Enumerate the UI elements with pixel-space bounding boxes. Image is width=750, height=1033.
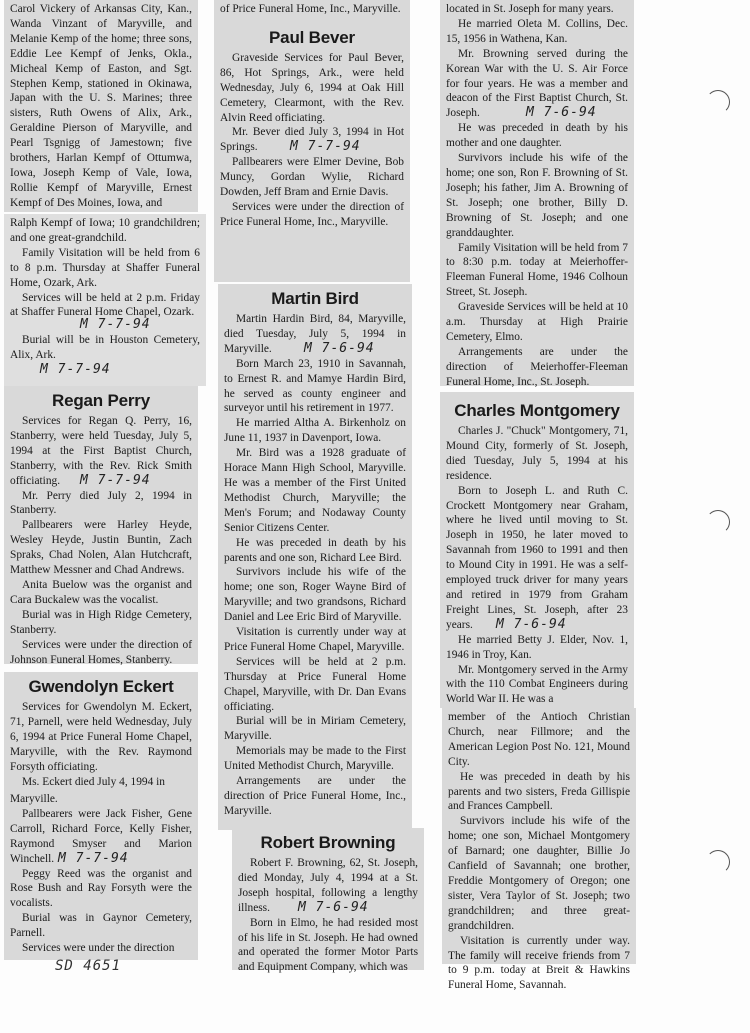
browning-heading: Robert Browning <box>260 833 396 852</box>
bever-death: Mr. Bever died July 3, 1994 in Hot Springs. <box>220 126 404 154</box>
kemp-services: Services will be held at 2 p.m. Friday at Shaffer Funeral Home Chapel, Ozark. <box>10 291 200 319</box>
perry-heading: Regan Perry <box>52 391 150 410</box>
perry-pallbearers: Pallbearers were Harley Heyde, Wesley Heyde, Justin Buntin, Zach Spraks, Chad Nolen, Alan Hutchcraft, Matthew Messner and Chad Andrews. <box>10 519 192 577</box>
browning-preceded: He was preceded in death by his mother and one daughter. <box>446 122 628 150</box>
montgomery-memberships: member of the Antioch Christian Church, near Fillmore; and the American Legion Post No. 121, Mound City. <box>448 711 630 768</box>
browning-marriage: He married Oleta M. Collins, Dec. 15, 1956 in Wathena, Kan. <box>446 17 628 45</box>
montgomery-visitation: Visitation is currently under way. The family will receive friends from 7 to 9 p.m. today at Breit & Hawkins Funeral Home, Savannah. <box>448 934 630 992</box>
perry-direction: Services were under the direction of Johnson Funeral Homes, Stanberry. <box>10 638 192 666</box>
clipping-kemp <box>4 0 198 212</box>
perry-death: Mr. Perry died July 2, 1994 in Stanberry. <box>10 489 192 517</box>
bever-direction: Services were under the direction of Price Funeral Home, Inc., Maryville. <box>220 200 404 228</box>
bird-services: Services will be held at 2 p.m. Thursday at Price Funeral Home Chapel, Maryville, with Dr. Dan Evans officiating. <box>224 655 406 713</box>
eckert-death-place: Maryville. <box>10 793 58 805</box>
montgomery-heading: Charles Montgomery <box>454 401 620 420</box>
montgomery-military: Mr. Montgomery served in the Army with the 110 Combat Engineers during World War II. He was a <box>446 663 628 706</box>
montgomery-date-mark: M 7-6-94 <box>496 616 567 632</box>
archive-number: SD 4651 <box>55 958 122 974</box>
perry-burial: Burial was in High Ridge Cemetery, Stanberry. <box>10 608 192 636</box>
bird-education: Mr. Bird was a 1928 graduate of Horace Mann High School, Maryville. He was a member of the First United Methodist Church, Maryville; the Men's Forum; and Nodaway County Senior Citizens Center. <box>224 447 406 534</box>
browning-visitation: Family Visitation will be held from 7 to 8:30 p.m. today at Meierhoffer-Fleeman Funeral Home, 1946 Colhoun Street, St. Joseph. <box>446 241 628 299</box>
browning-graveside: Graveside Services will be held at 10 a.m. Thursday at High Prairie Cemetery, Elmo. <box>446 301 628 343</box>
eckert-burial: Burial was in Gaynor Cemetery, Parnell. <box>10 912 192 940</box>
bird-preceded: He was preceded in death by his parents and one son, Richard Lee Bird. <box>224 536 406 564</box>
kemp-burial: Burial will be in Houston Cemetery, Alix, Ark. <box>10 334 200 362</box>
eckert-date-mark: M 7-7-94 <box>58 850 129 866</box>
bever-services: Graveside Services for Paul Bever, 86, Hot Springs, Ark., were held Wednesday, July 6, 1994 at Oak Hill Cemetery, Clearmont, with the Rev. Alvin Reed officiating. <box>220 51 404 124</box>
montgomery-survivors: Survivors include his wife of the home; one son, Michael Montgomery of Barnard; one daughter, Billie Jo Canfield of Savannah; one brother, Freddie Montgomery of Oregon; one sister, Vera Taylor of St. Joseph; two grandchildren; and three great-grandchildren. <box>448 815 630 932</box>
browning-cont-date-mark: M 7-6-94 <box>526 105 597 121</box>
clipping-kemp-cont <box>4 214 206 386</box>
eckert-direction: Services were under the direction <box>22 942 175 955</box>
bever-date-mark: M 7-7-94 <box>290 139 361 155</box>
bird-arrangements: Arrangements are under the direction of Price Funeral Home, Inc., Maryville. <box>224 775 406 817</box>
montgomery-marriage: He married Betty J. Elder, Nov. 1, 1946 in Troy, Kan. <box>446 633 628 661</box>
bird-memorials: Memorials may be made to the First United Methodist Church, Maryville. <box>224 745 406 773</box>
clipping-bird <box>218 284 412 830</box>
eckert-music: Peggy Reed was the organist and Rose Bush and Ray Forsyth were the vocalists. <box>10 867 192 910</box>
montgomery-death: Charles J. "Chuck" Montgomery, 71, Mound City, formerly of St. Joseph, died Tuesday, July 5, 1994 at his residence. <box>446 425 628 482</box>
bird-death: Martin Hardin Bird, 84, Maryville, died Tuesday, July 5, 1994 in Maryville. <box>224 313 406 355</box>
binder-hole-top <box>706 90 730 114</box>
eckert-heading: Gwendolyn Eckert <box>28 677 174 696</box>
browning-location: located in St. Joseph for many years. <box>446 3 614 15</box>
browning-date-mark: M 7-6-94 <box>298 899 369 915</box>
browning-life: Born in Elmo, he had resided most of his life in St. Joseph. He had owned and operated the former Motor Parts and Equipment Company, which was <box>238 916 418 974</box>
binder-hole-middle <box>706 510 730 534</box>
clipping-browning <box>232 828 424 974</box>
bird-visitation: Visitation is currently under way at Price Funeral Home Chapel, Maryville. <box>224 626 406 653</box>
bird-survivors: Survivors include his wife of the home; one son, Roger Wayne Bird of Maryville; and two grandsons, Richard Daniel and Lee Eric Bird of Maryville. <box>224 566 406 624</box>
binder-hole-bottom <box>706 850 730 874</box>
clipping-perry <box>4 386 198 664</box>
kemp-visitation: Family Visitation will be held from 6 to 8 p.m. Thursday at Shaffer Funeral Home, Ozark, Ark. <box>10 246 200 289</box>
eckert-death: Ms. Eckert died July 4, 1994 in <box>22 775 166 788</box>
perry-services: Services for Regan Q. Perry, 16, Stanberry, were held Tuesday, July 5, 1994 at the First Baptist Church, Stanberry, with the Rev. Rick Smith officiating. <box>10 415 192 487</box>
browning-death: Robert F. Browning, 62, St. Joseph, died Monday, July 4, 1994 at a St. Joseph hospital, following a lengthy illness. <box>238 857 418 914</box>
clipping-bever <box>214 0 410 282</box>
bever-pallbearers: Pallbearers were Elmer Devine, Bob Muncy, Gordan Wylie, Richard Dowden, Jeff Bram and Ernie Davis. <box>220 156 404 199</box>
clipping-browning-cont <box>440 0 634 386</box>
kemp-date-mark-2: M 7-7-94 <box>40 362 111 378</box>
bever-heading: Paul Bever <box>269 27 355 47</box>
eckert-pallbearers: Pallbearers were Jack Fisher, Gene Carroll, Richard Force, Kelly Fisher, Raymond Smyser and Marion Winchell. <box>10 807 192 865</box>
eckert-services: Services for Gwendolyn M. Eckert, 71, Parnell, were held Wednesday, July 6, 1994 at Price Funeral Home Chapel, Maryville, with the Rev. Raymond Forsyth officiating. <box>10 701 192 773</box>
bird-birth: Born March 23, 1910 in Savannah, to Ernest R. and Mamye Hardin Bird, he served as county engineer and surveyor until his retirement in 1977. <box>224 357 406 415</box>
prior-direction-end: of Price Funeral Home, Inc., Maryville. <box>220 3 401 15</box>
browning-survivors: Survivors include his wife of the home; one son, Ron F. Browning of St. Joseph; his father, Jim A. Browning of St. Joseph; one brother, Billy D. Browning of St. Joseph; and one granddaughter. <box>446 152 628 239</box>
clipping-montgomery <box>440 392 634 708</box>
bird-heading: Martin Bird <box>271 289 359 308</box>
montgomery-preceded: He was preceded in death by his parents and two sisters, Freda Gillispie and Frances Campbell. <box>448 770 630 813</box>
clipping-eckert <box>4 672 198 790</box>
clipping-eckert-cont <box>4 790 198 960</box>
perry-music: Anita Buelow was the organist and Cara Buckalew was the vocalist. <box>10 578 192 606</box>
browning-arrangements: Arrangements are under the direction of Meierhoffer-Fleeman Funeral Home, Inc., St. Joseph. <box>446 345 628 388</box>
browning-military: Mr. Browning served during the Korean War with the U. S. Air Force for four years. He was a member and deacon of the First Baptist Church, St. Joseph. <box>446 47 628 120</box>
kemp-grandchildren: Ralph Kempf of Iowa; 10 grandchildren; and one great-grandchild. <box>10 217 200 244</box>
kemp-date-mark: M 7-7-94 <box>80 317 151 333</box>
bird-date-mark: M 7-6-94 <box>304 340 375 356</box>
clipping-montgomery-cont <box>442 708 636 992</box>
perry-date-mark: M 7-7-94 <box>80 472 151 488</box>
bird-burial: Burial will be in Miriam Cemetery, Maryville. <box>224 715 406 743</box>
kemp-survivors: Carol Vickery of Arkansas City, Kan., Wanda Vinzant of Maryville, and Melanie Kemp of the home; three sons, Eddie Lee Kempf of Jenks, Okla., Micheal Kemp of Easton, and Sgt. Stephen Kemp, stationed in Okinawa, Japan with the U. S. Marines; three sisters, Ruth Owens of Alix, Ark., Geraldine Pierson of Maryville, and Pearl Tsgnigg of Jamestown; five brothers, Harlan Kempf of Ottumwa, Iowa, Joseph Kemp of Vale, Iowa, Rollie Kempf of Maryville, Ernest Kempf of Des Moines, Iowa, and <box>10 3 192 209</box>
bird-marriage: He married Altha A. Birkenholz on June 11, 1937 in Davenport, Iowa. <box>224 417 406 445</box>
montgomery-life: Born to Joseph L. and Ruth C. Crockett Montgomery near Graham, where he lived until moving to St. Joseph in 1950, he later moved to Savannah from 1960 to 1991 and then to Mound City in 1991. He was a self-employed truck driver for many years and retired in 1979 from Graham Freight Lines, St. Joseph, after 23 years. <box>446 484 628 631</box>
